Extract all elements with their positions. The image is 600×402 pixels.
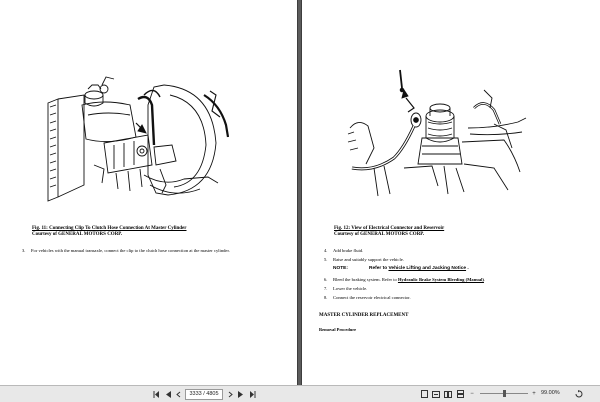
prev-view-icon[interactable]	[174, 390, 182, 398]
last-page-icon[interactable]	[248, 390, 256, 398]
figure-caption-title: Fig. 12: View of Electrical Connector and Reservoir	[334, 226, 445, 231]
procedure-step	[324, 286, 586, 292]
procedure-step	[324, 277, 586, 283]
zoom-level[interactable]: 99.00%	[541, 390, 560, 396]
note-label: NOTE:	[333, 265, 348, 271]
procedure-step	[324, 257, 586, 263]
step-number: 7.	[324, 286, 328, 292]
step-number: 3.	[22, 248, 26, 253]
step-text: Lower the vehicle.	[333, 286, 368, 292]
step-suffix: .	[483, 277, 486, 283]
step-text: For vehicles with the manual transaxle, connect the clip to the clutch hose connection at the master cylinder.	[31, 248, 230, 253]
note	[333, 266, 586, 272]
step-text: Add brake fluid.	[333, 248, 364, 253]
figure-caption	[334, 226, 584, 238]
zoom-in-icon[interactable]: +	[532, 391, 536, 397]
pdf-page-left	[0, 0, 297, 385]
fit-width-icon[interactable]	[432, 390, 440, 398]
step-number: 4.	[324, 248, 328, 253]
prev-page-icon[interactable]	[164, 390, 172, 398]
next-view-icon[interactable]	[226, 390, 234, 398]
subsection-heading: Removal Procedure	[319, 327, 357, 332]
figure-caption	[32, 226, 282, 238]
continuous-page-icon[interactable]	[456, 390, 464, 398]
figure-caption-credit: Courtesy of GENERAL MOTORS CORP.	[32, 232, 123, 237]
zoom-slider-handle[interactable]	[503, 390, 506, 397]
first-page-icon[interactable]	[152, 390, 160, 398]
step-text: Raise and suitably support the vehicle.	[333, 256, 404, 262]
figure-11-illustration	[44, 65, 229, 205]
procedure-step	[22, 248, 274, 254]
rotate-icon[interactable]	[575, 390, 583, 398]
figure-caption-title: Fig. 11: Connecting Clip To Clutch Hose Connection At Master Cylinder	[32, 226, 187, 231]
section-heading: MASTER CYLINDER REPLACEMENT	[319, 313, 409, 318]
procedure-step	[324, 295, 586, 301]
note-prefix: Refer to	[369, 265, 389, 271]
pdf-page-right	[302, 0, 600, 385]
procedure-steps	[324, 248, 586, 304]
step-number: 6.	[324, 277, 328, 283]
note-suffix: .	[466, 265, 469, 271]
procedure-step	[324, 248, 586, 254]
procedure-steps	[22, 248, 274, 257]
vehicle-lifting-link[interactable]: Vehicle Lifting and Jacking Notice	[388, 265, 467, 271]
figure-caption-credit: Courtesy of GENERAL MOTORS CORP.	[334, 232, 425, 237]
step-text: Connect the reservoir electrical connector.	[333, 295, 411, 301]
brake-bleeding-link[interactable]: Hydraulic Brake System Bleeding (Manual)	[397, 277, 484, 283]
fit-page-icon[interactable]	[420, 390, 428, 398]
step-number: 8.	[324, 295, 328, 301]
viewer-toolbar	[0, 385, 600, 402]
zoom-out-icon[interactable]: −	[470, 391, 474, 397]
step-text: Bleed the braking system. Refer to	[333, 277, 398, 283]
page-number-input[interactable]: 3333 / 4805	[185, 389, 223, 400]
figure-12-illustration	[344, 68, 528, 200]
two-page-icon[interactable]	[444, 390, 452, 398]
step-number: 5.	[324, 256, 328, 262]
next-page-icon[interactable]	[236, 390, 244, 398]
